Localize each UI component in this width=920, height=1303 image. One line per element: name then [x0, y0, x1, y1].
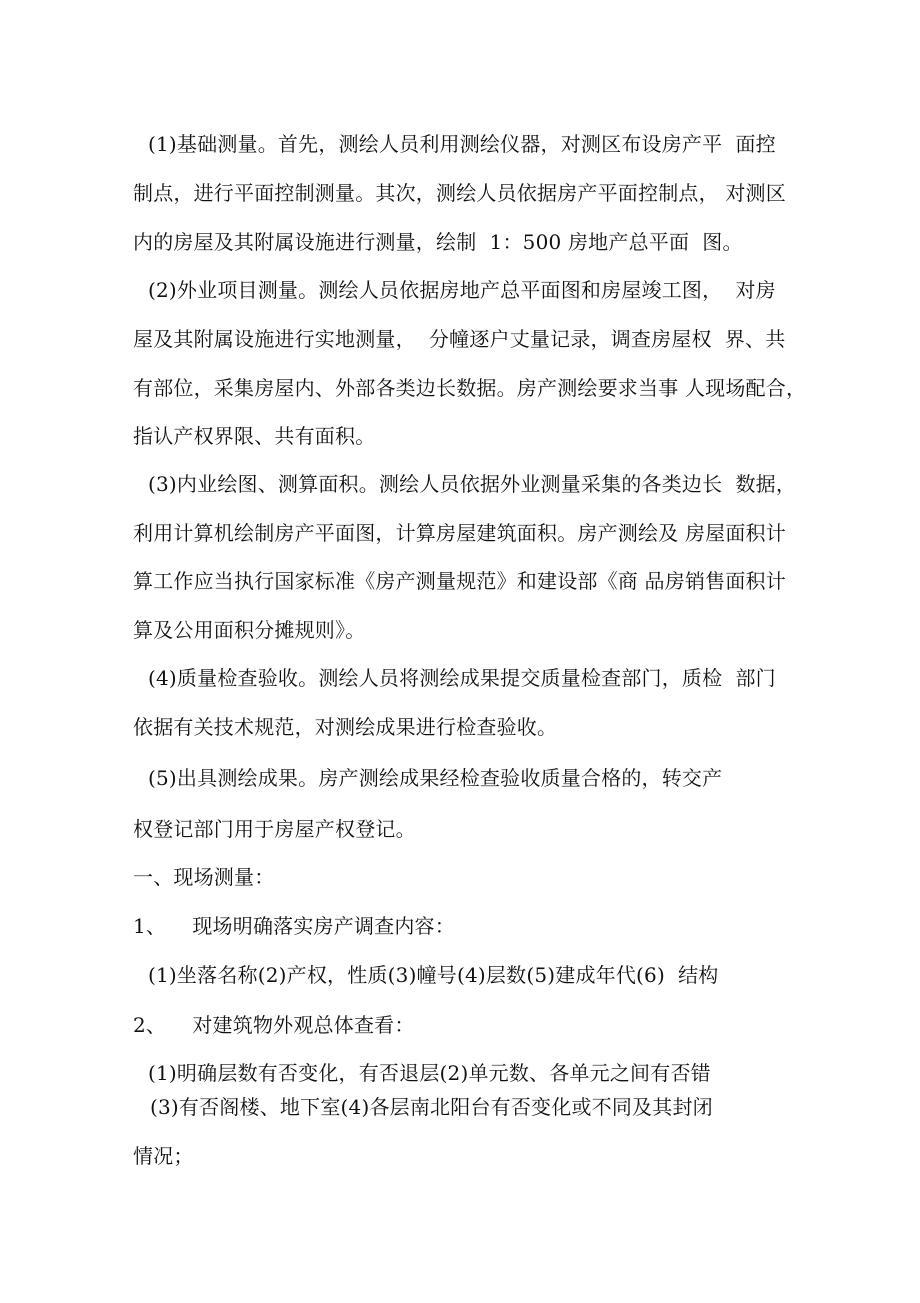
- paragraph-4-line-2: 依据有关技术规范，对测绘成果进行检查验收。: [133, 715, 558, 739]
- paragraph-2-line-2: 屋及其附属设施进行实地测量， 分幢逐户丈量记录，调查房屋权 界、共: [133, 327, 786, 351]
- paragraph-5-line-2: 权登记部门用于房屋产权登记。: [133, 817, 416, 841]
- item-2-details-line-3: 情况；: [133, 1144, 194, 1168]
- paragraph-1-line-2: 制点，进行平面控制测量。其次，测绘人员依据房产平面控制点， 对测区: [133, 181, 786, 205]
- item-2-details-line-1: (1)明确层数有否变化，有否退层(2)单元数、各单元之间有否错: [148, 1061, 711, 1085]
- item-2-heading: 2、 对建筑物外观总体查看：: [133, 1013, 415, 1037]
- paragraph-3-line-4: 算及公用面积分摊规则》。: [133, 618, 366, 642]
- paragraph-3-line-3: 算工作应当执行国家标准《房产测量规范》和建设部《商 品房销售面积计: [133, 569, 786, 593]
- paragraph-2-line-4: 指认产权界限、共有面积。: [133, 424, 376, 448]
- section-heading: 一、现场测量：: [133, 865, 275, 889]
- item-2-details-line-2: (3)有否阁楼、地下室(4)各层南北阳台有否变化或不同及其封闭: [150, 1095, 713, 1119]
- paragraph-5-line-1: (5)出具测绘成果。房产测绘成果经检查验收质量合格的，转交产: [148, 766, 723, 790]
- paragraph-3-line-1: (3)内业绘图、测算面积。测绘人员依据外业测量采集的各类边长 数据，: [148, 472, 797, 496]
- paragraph-3-line-2: 利用计算机绘制房产平面图，计算房屋建筑面积。房产测绘及 房屋面积计: [133, 521, 786, 545]
- paragraph-1-line-1: (1)基础测量。首先，测绘人员利用测绘仪器，对测区布设房产平 面控: [148, 132, 776, 156]
- paragraph-2-line-1: (2)外业项目测量。测绘人员依据房地产总平面图和房屋竣工图， 对房: [148, 278, 776, 302]
- paragraph-2-line-3: 有部位，采集房屋内、外部各类边长数据。房产测绘要求当事 人现场配合，: [133, 376, 807, 400]
- paragraph-1-line-3: 内的房屋及其附属设施进行测量，绘制 1：500 房地产总平面 图。: [133, 230, 743, 254]
- item-1-heading: 1、 现场明确落实房产调查内容：: [133, 914, 455, 938]
- item-1-details: (1)坐落名称(2)产权，性质(3)幢号(4)层数(5)建成年代(6) 结构: [148, 963, 719, 987]
- paragraph-4-line-1: (4)质量检查验收。测绘人员将测绘成果提交质量检查部门，质检 部门: [148, 666, 776, 690]
